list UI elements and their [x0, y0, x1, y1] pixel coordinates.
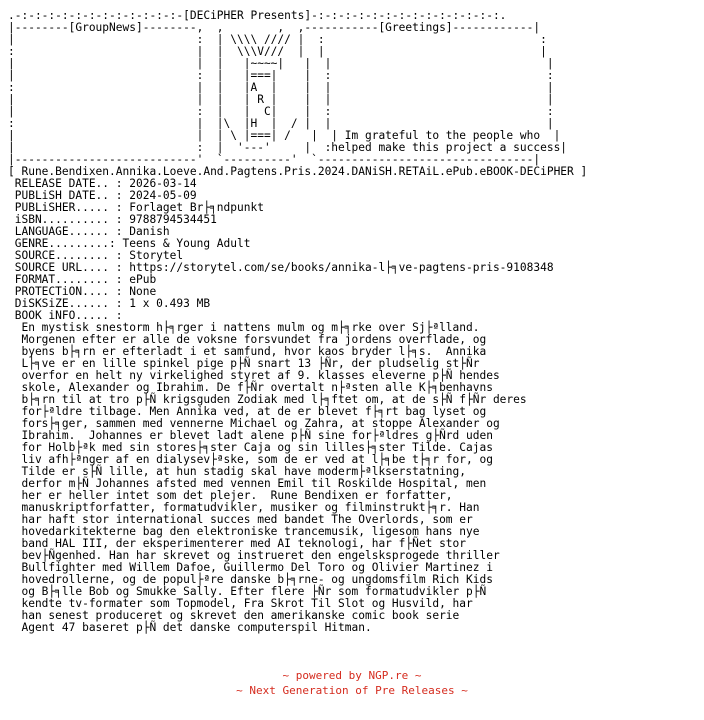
tagline-text: ~ Next Generation of Pre Releases ~: [236, 684, 468, 697]
nfo-document: .-:-:-:-:-:-:-:-:-:-:-:-:-[DECiPHER Presents]-:-:-:-:-:-:-:-:-:-:-:-:-:-:. |--------[GroupNews]--------, , , ,-----------[Greetings]------------| | : | \\\\ //// | : : : | | \\\V/// | | | | | | |~~~~| | | | | : | |===| | : : : | | |A | | | | | | | | R | | | | | : | | C| | : : : | |\ |H | / | | | | | | \ |===| / | | Im grateful to the people who | | : | '---' | :helped make this project a success| |---------------------------' `----------' `--------------------------------| [ Rune.Bendixen.Annika.Loeve.And.Pagtens.Pris.2024.DANiSH.RETAiL.ePub.eBOOK-DECiPHER ] RELEASE DATE.. : 2026-03-14 PUBLiSH DATE.. : 2024-05-09 PUBLiSHER..... : Forlaget Br├╕ndpunkt iSBN.......... : 9788794534451 LANGUAGE...... : Danish GENRE.........: Teens & Young Adult SOURCE........ : Storytel SOURCE URL.... : https://storytel.com/se/books/annika-l├╕ve-pagtens-pris-9108348 FORMAT........ : ePub PROTECTiON.... : None DiSKSiZE...... : 1 x 0.493 MB BOOK iNFO..... : En mystisk snestorm h├╕rger i nattens mulm og m├╕rke over Sj├ªlland. Morgenen efter er alle de voksne forsvundet fra jordens overflade, og byens b├╕rn er efterladt i et samfund, hvor kaos bryder l├╕s. Annika L├╕ve er en lille spinkel pige p├Ñ snart 13 ├Ñr, der pludselig st├Ñr overfor en helt ny virkelighed styret af 9. klasses eleverne p├Ñ hendes skole, Alexander og Ibrahim. De f├Ñr overtalt n├ªsten alle K├╕benhavns b├╕rn til at tro p├Ñ krigsguden Zodiak med l├╕ftet om, at de s├Ñ f├Ñr deres for├ªldre tilbage. Men Annika ved, at de er blevet f├╕rt bag lyset og fors├╕ger, sammen med vennerne Michael og Zahra, at stoppe Alexander og Ibrahim. Johannes er blevet ladt alene p├Ñ sine for├ªldres g├Ñrd uden for Holb├ªk med sin stores├╕ster Caja og sin lilles├╕ster Tilde. Cajas liv afh├ªnger af en dialysev├ªske, som de er ved at l├╕be t├╕r for, og Tilde er s├Ñ lille, at hun stadig skal have moderm├ªlkserstatning, derfor m├Ñ Johannes afsted med vennen Emil til Roskilde Hospital, men her er heller intet som det plejer. Rune Bendixen er forfatter, manuskriptforfatter, formatudvikler, musiker og filminstrukt├╕r. Han har haft stor international succes med bandet The Overlords, som er hovedarkitekterne bag den elektroniske trancemusik, ligesom hans nye band HAL III, der eksperimenterer med AI teknologi, har f├Ñet stor bev├Ñgenhed. Han har skrevet og instrueret den engelsksprogede thriller Bullfighter med Willem Dafoe, Guillermo Del Toro og Olivier Martinez i hovedrollerne, og de popul├ªre danske b├╕rne- og ungdomsfilm Rich Kids og B├╕lle Bob og Smukke Sally. Efter flere ├Ñr som formatudvikler p├Ñ kendte tv-formater som Topmodel, Fra Skrot Til Slot og Husvild, har han senest produceret og skrevet den amerikanske comic book serie Agent 47 baseret p├Ñ det danske computerspil Hitman.: [8, 9, 588, 634]
powered-by-text: ~ powered by NGP.re ~: [282, 669, 422, 682]
footer: [0, 668, 704, 698]
